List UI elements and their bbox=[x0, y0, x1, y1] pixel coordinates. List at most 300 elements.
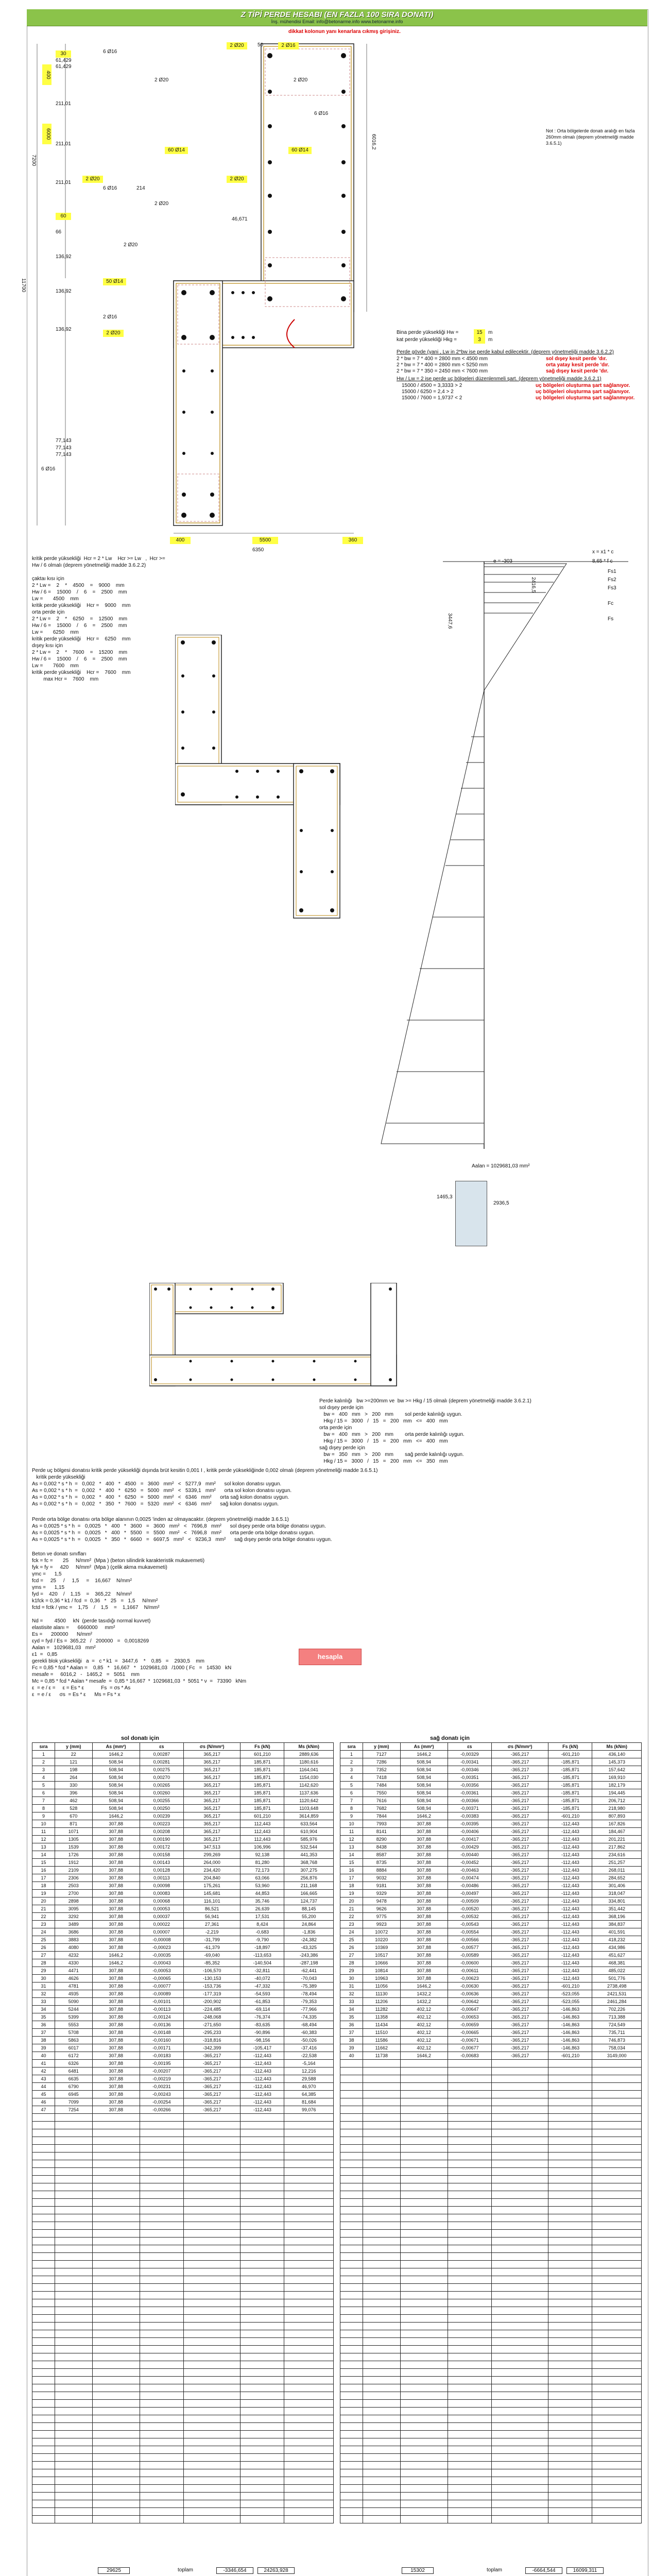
table-cell bbox=[340, 2129, 363, 2137]
table-cell bbox=[340, 2230, 363, 2238]
table-cell: -0,00008 bbox=[140, 1936, 183, 1944]
table-cell: 1164,041 bbox=[284, 1766, 334, 1774]
table-cell bbox=[448, 2392, 491, 2400]
table-cell: -0,00543 bbox=[448, 1921, 491, 1928]
table-row bbox=[32, 2129, 334, 2137]
table-cell bbox=[140, 2369, 183, 2377]
table-cell bbox=[400, 2423, 448, 2431]
table-row bbox=[340, 2153, 642, 2160]
table-cell bbox=[491, 2284, 548, 2292]
table-cell: 72,173 bbox=[240, 1867, 284, 1874]
table-cell bbox=[32, 2508, 55, 2516]
table-cell bbox=[448, 2199, 491, 2207]
table-right bbox=[340, 1742, 642, 2523]
table-cell: 724,549 bbox=[592, 2021, 642, 2029]
table-cell: -365,217 bbox=[183, 2052, 240, 2060]
table-cell bbox=[183, 2516, 240, 2523]
table-row bbox=[32, 2052, 334, 2060]
table-cell bbox=[32, 2415, 55, 2423]
table-cell bbox=[400, 2276, 448, 2284]
table-row bbox=[32, 1812, 334, 1820]
table-cell bbox=[491, 2067, 548, 2075]
table-cell: 3095 bbox=[55, 1905, 92, 1913]
table-cell bbox=[491, 2369, 548, 2377]
table-row bbox=[32, 2384, 334, 2392]
table-header-cell: Fs (kN) bbox=[240, 1743, 284, 1751]
table-cell: 3149,000 bbox=[592, 2052, 642, 2060]
table-cell: 11130 bbox=[363, 1990, 400, 1998]
table-cell: -0,00671 bbox=[448, 2037, 491, 2044]
table-cell bbox=[92, 2276, 140, 2284]
table-cell: -32,811 bbox=[240, 1967, 284, 1975]
table-cell: 307,88 bbox=[400, 1936, 448, 1944]
table-cell: 307,88 bbox=[92, 1998, 140, 2006]
table-cell bbox=[592, 2075, 642, 2083]
table-cell bbox=[140, 2500, 183, 2508]
table-cell bbox=[548, 2400, 592, 2408]
table-cell bbox=[55, 2323, 92, 2330]
table-cell: -112,443 bbox=[548, 1905, 592, 1913]
table-cell bbox=[183, 2245, 240, 2253]
table-cell bbox=[363, 2168, 400, 2176]
table-cell bbox=[55, 2160, 92, 2168]
table-cell: -523,055 bbox=[548, 1990, 592, 1998]
table-cell bbox=[448, 2222, 491, 2230]
table-cell: 9181 bbox=[363, 1882, 400, 1890]
table-cell: 11 bbox=[340, 1828, 363, 1836]
table-cell bbox=[548, 2083, 592, 2091]
table-cell: 124,737 bbox=[284, 1897, 334, 1905]
table-cell bbox=[363, 2500, 400, 2508]
table-cell bbox=[55, 2384, 92, 2392]
table-cell: -106,570 bbox=[183, 1967, 240, 1975]
table-row bbox=[32, 2400, 334, 2408]
hkg-unit: m bbox=[488, 337, 493, 343]
table-row bbox=[32, 2214, 334, 2222]
table-cell bbox=[284, 2183, 334, 2191]
table-row bbox=[340, 2114, 642, 2122]
table-header-cell: Ms (kNm) bbox=[592, 1743, 642, 1751]
table-cell bbox=[340, 2168, 363, 2176]
table-cell bbox=[140, 2199, 183, 2207]
table-cell bbox=[548, 2284, 592, 2292]
table-row bbox=[32, 1952, 334, 1959]
table-cell: 508,94 bbox=[400, 1805, 448, 1812]
table-cell bbox=[140, 2446, 183, 2454]
right-sum-fs: -6664,544 bbox=[525, 2567, 562, 2574]
table-cell: 307,88 bbox=[400, 1828, 448, 1836]
table-cell bbox=[92, 2500, 140, 2508]
table-cell bbox=[340, 2508, 363, 2516]
table-row bbox=[32, 1967, 334, 1975]
table-cell: 10666 bbox=[363, 1959, 400, 1967]
table-row bbox=[32, 1975, 334, 1982]
table-cell: 365,217 bbox=[183, 1836, 240, 1843]
table-cell bbox=[240, 2122, 284, 2129]
table-cell bbox=[140, 2408, 183, 2415]
table-cell: 485,022 bbox=[592, 1967, 642, 1975]
table-cell: -365,217 bbox=[491, 1998, 548, 2006]
plan-drawing-3 bbox=[149, 1283, 407, 1391]
table-cell bbox=[400, 2493, 448, 2500]
table-cell bbox=[183, 2400, 240, 2408]
hkg-input[interactable]: 3 bbox=[474, 336, 485, 344]
table-cell bbox=[92, 2122, 140, 2129]
table-cell bbox=[363, 2353, 400, 2361]
table-cell bbox=[240, 2114, 284, 2122]
dim-bottom: 360 bbox=[342, 537, 363, 544]
table-row bbox=[32, 1874, 334, 1882]
table-cell: -18,897 bbox=[240, 1944, 284, 1952]
table-cell bbox=[491, 2377, 548, 2384]
table-cell: -365,217 bbox=[183, 2098, 240, 2106]
table-cell: 234,616 bbox=[592, 1851, 642, 1859]
table-cell bbox=[548, 2153, 592, 2160]
calculate-button[interactable]: hesapla bbox=[299, 1649, 362, 1665]
table-cell bbox=[284, 2454, 334, 2462]
table-cell: 12,216 bbox=[284, 2067, 334, 2075]
table-cell: 185,871 bbox=[240, 1782, 284, 1789]
table-cell: 307,88 bbox=[400, 1874, 448, 1882]
table-cell bbox=[592, 2500, 642, 2508]
table-cell bbox=[340, 2408, 363, 2415]
table-cell: -112,443 bbox=[548, 1867, 592, 1874]
govde-note: uç bölgeleri oluşturma şart sağlanıyor. bbox=[536, 389, 630, 395]
table-cell bbox=[55, 2369, 92, 2377]
hw-input[interactable]: 15 bbox=[474, 329, 485, 336]
table-row bbox=[32, 2485, 334, 2493]
table-row bbox=[340, 1890, 642, 1897]
table-cell: 307,88 bbox=[400, 1820, 448, 1828]
table-cell bbox=[284, 2377, 334, 2384]
table-cell: 307,88 bbox=[92, 2037, 140, 2044]
table-cell: 307,88 bbox=[92, 1882, 140, 1890]
table-cell bbox=[448, 2315, 491, 2323]
table-cell bbox=[55, 2122, 92, 2129]
table-cell bbox=[363, 2454, 400, 2462]
table-cell bbox=[140, 2176, 183, 2183]
table-row bbox=[340, 1975, 642, 1982]
table-cell bbox=[448, 2330, 491, 2338]
table-cell: 22 bbox=[32, 1913, 55, 1921]
table-cell bbox=[400, 2191, 448, 2199]
table-cell: -112,443 bbox=[240, 2075, 284, 2083]
table-cell bbox=[340, 2454, 363, 2462]
table-cell bbox=[284, 2516, 334, 2523]
table-cell bbox=[92, 2508, 140, 2516]
table-row bbox=[32, 2307, 334, 2315]
table-row bbox=[340, 2477, 642, 2485]
table-cell: -50,026 bbox=[284, 2037, 334, 2044]
table-cell: 508,94 bbox=[92, 1797, 140, 1805]
table-cell: -0,00207 bbox=[140, 2067, 183, 2075]
table-cell bbox=[448, 2485, 491, 2493]
table-cell: 5244 bbox=[55, 2006, 92, 2013]
table-cell bbox=[183, 2315, 240, 2323]
table-row bbox=[32, 2075, 334, 2083]
table-cell: 6790 bbox=[55, 2083, 92, 2091]
table-row bbox=[32, 2199, 334, 2207]
table-row bbox=[32, 2029, 334, 2037]
table-cell: 601,210 bbox=[240, 1812, 284, 1820]
table-cell: -185,871 bbox=[548, 1797, 592, 1805]
table-cell bbox=[548, 2323, 592, 2330]
table-cell: -365,217 bbox=[491, 1843, 548, 1851]
table-cell bbox=[284, 2160, 334, 2168]
table-cell: -0,00486 bbox=[448, 1882, 491, 1890]
table-cell: 46 bbox=[32, 2098, 55, 2106]
elev-fs: Fs1 bbox=[608, 569, 616, 574]
table-cell: 9626 bbox=[363, 1905, 400, 1913]
table-left-caption: sol donatı için bbox=[121, 1735, 159, 1741]
table-cell bbox=[183, 2307, 240, 2315]
table-row bbox=[340, 1797, 642, 1805]
table-cell bbox=[284, 2493, 334, 2500]
table-cell: 116,101 bbox=[183, 1897, 240, 1905]
table-cell bbox=[284, 2153, 334, 2160]
table-cell: 7484 bbox=[363, 1782, 400, 1789]
table-cell bbox=[284, 2168, 334, 2176]
table-cell: 1120,642 bbox=[284, 1797, 334, 1805]
table-cell bbox=[400, 2292, 448, 2299]
table-cell: 307,275 bbox=[284, 1867, 334, 1874]
table-cell bbox=[140, 2508, 183, 2516]
table-cell: 0,00128 bbox=[140, 1867, 183, 1874]
table-cell: -60,383 bbox=[284, 2029, 334, 2037]
table-cell bbox=[400, 2516, 448, 2523]
table-cell: -248,068 bbox=[183, 2013, 240, 2021]
table-cell: 7099 bbox=[55, 2098, 92, 2106]
table-row bbox=[340, 2392, 642, 2400]
table-cell bbox=[400, 2122, 448, 2129]
table-cell: 1646,2 bbox=[400, 2052, 448, 2060]
table-cell bbox=[363, 2508, 400, 2516]
bar-label: 2 Ø16 bbox=[103, 314, 117, 320]
table-cell: 601,210 bbox=[240, 1751, 284, 1758]
table-row bbox=[32, 2114, 334, 2122]
table-cell bbox=[491, 2253, 548, 2261]
table-cell: 11 bbox=[32, 1828, 55, 1836]
table-cell bbox=[491, 2199, 548, 2207]
table-cell bbox=[592, 2284, 642, 2292]
table-row bbox=[340, 2268, 642, 2276]
table-cell bbox=[92, 2153, 140, 2160]
table-header-cell: εs bbox=[448, 1743, 491, 1751]
table-row bbox=[340, 2485, 642, 2493]
table-cell bbox=[592, 2106, 642, 2114]
table-cell: 4 bbox=[32, 1774, 55, 1782]
table-cell: 8735 bbox=[363, 1859, 400, 1867]
table-cell: 451,627 bbox=[592, 1952, 642, 1959]
table-row bbox=[32, 1758, 334, 1766]
table-cell: -200,902 bbox=[183, 1998, 240, 2006]
table-cell: 34 bbox=[32, 2006, 55, 2013]
table-cell: 307,88 bbox=[400, 1928, 448, 1936]
table-cell bbox=[183, 2261, 240, 2268]
table-row bbox=[340, 1874, 642, 1882]
table-cell bbox=[32, 2145, 55, 2153]
table-cell bbox=[92, 2114, 140, 2122]
table-row bbox=[32, 2299, 334, 2307]
govde-note: orta yatay kesit perde 'dır. bbox=[546, 362, 609, 368]
table-cell: 8290 bbox=[363, 1836, 400, 1843]
table-cell bbox=[92, 2462, 140, 2469]
table-cell bbox=[592, 2122, 642, 2129]
table-cell bbox=[183, 2485, 240, 2493]
table-cell: -0,00395 bbox=[448, 1820, 491, 1828]
dim-vertical: 400 bbox=[42, 64, 51, 85]
table-cell bbox=[491, 2469, 548, 2477]
table-cell: -90,896 bbox=[240, 2029, 284, 2037]
table-cell: -365,217 bbox=[491, 1789, 548, 1797]
table-cell bbox=[548, 2137, 592, 2145]
table-cell bbox=[240, 2500, 284, 2508]
table-cell bbox=[340, 2369, 363, 2377]
table-cell: -0,00195 bbox=[140, 2060, 183, 2067]
header-banner bbox=[27, 9, 647, 26]
table-cell bbox=[448, 2353, 491, 2361]
table-cell: 7254 bbox=[55, 2106, 92, 2114]
table-row bbox=[32, 2207, 334, 2214]
table-cell: 0,00053 bbox=[140, 1905, 183, 1913]
table-cell: 24 bbox=[340, 1928, 363, 1936]
table-cell bbox=[32, 2353, 55, 2361]
table-cell: -0,683 bbox=[240, 1928, 284, 1936]
table-cell bbox=[55, 2392, 92, 2400]
table-right-caption: sağ donatı için bbox=[430, 1735, 470, 1741]
table-cell bbox=[340, 2145, 363, 2153]
table-row bbox=[340, 2253, 642, 2261]
table-cell: 3 bbox=[32, 1766, 55, 1774]
table-cell: 307,88 bbox=[400, 1944, 448, 1952]
table-cell bbox=[183, 2361, 240, 2369]
table-cell bbox=[340, 2238, 363, 2245]
table-cell: 307,88 bbox=[92, 1982, 140, 1990]
table-cell: 10814 bbox=[363, 1967, 400, 1975]
table-cell: -0,00035 bbox=[140, 1952, 183, 1959]
table-row bbox=[340, 2245, 642, 2253]
table-cell: 8 bbox=[32, 1805, 55, 1812]
table-cell: 0,00265 bbox=[140, 1782, 183, 1789]
table-cell: -112,443 bbox=[548, 1890, 592, 1897]
table-row bbox=[32, 2369, 334, 2377]
table-cell bbox=[240, 2408, 284, 2415]
table-cell: 1432,2 bbox=[400, 1998, 448, 2006]
table-row bbox=[340, 2021, 642, 2029]
table-row bbox=[340, 2214, 642, 2222]
table-cell bbox=[183, 2508, 240, 2516]
page-subtitle: İnş. mühendisi Email: info@betonarme.info www.betonarme.info bbox=[271, 19, 403, 24]
table-cell: 99,076 bbox=[284, 2106, 334, 2114]
table-cell bbox=[55, 2207, 92, 2214]
table-cell: -98,156 bbox=[240, 2037, 284, 2044]
table-cell bbox=[92, 2261, 140, 2268]
table-cell: -365,217 bbox=[183, 2106, 240, 2114]
table-row bbox=[32, 1867, 334, 1874]
table-row bbox=[340, 1851, 642, 1859]
table-cell: -61,853 bbox=[240, 1998, 284, 2006]
table-cell bbox=[400, 2114, 448, 2122]
table-cell bbox=[400, 2199, 448, 2207]
table-cell bbox=[340, 2067, 363, 2075]
table-left bbox=[32, 1742, 334, 2523]
table-cell: 9923 bbox=[363, 1921, 400, 1928]
table-cell bbox=[448, 2438, 491, 2446]
table-row bbox=[340, 2145, 642, 2153]
table-cell bbox=[32, 2199, 55, 2207]
table-cell bbox=[448, 2168, 491, 2176]
table-row bbox=[340, 1928, 642, 1936]
table-cell bbox=[140, 2137, 183, 2145]
table-cell: 167,826 bbox=[592, 1820, 642, 1828]
table-cell: 5 bbox=[340, 1782, 363, 1789]
table-cell bbox=[491, 2431, 548, 2438]
table-cell bbox=[592, 2477, 642, 2485]
table-row bbox=[32, 1990, 334, 1998]
table-cell bbox=[240, 2245, 284, 2253]
table-cell bbox=[284, 2253, 334, 2261]
table-cell: 330 bbox=[55, 1782, 92, 1789]
table-cell: 0,00007 bbox=[140, 1928, 183, 1936]
table-cell: 2109 bbox=[55, 1867, 92, 1874]
table-cell bbox=[55, 2315, 92, 2323]
table-cell bbox=[592, 2214, 642, 2222]
table-cell: -112,443 bbox=[240, 2067, 284, 2075]
table-row bbox=[340, 2075, 642, 2083]
table-cell: -224,485 bbox=[183, 2006, 240, 2013]
table-cell bbox=[592, 2400, 642, 2408]
table-cell bbox=[400, 2129, 448, 2137]
table-cell bbox=[363, 2083, 400, 2091]
table-cell bbox=[491, 2353, 548, 2361]
table-cell bbox=[183, 2253, 240, 2261]
table-cell: 19 bbox=[32, 1890, 55, 1897]
dim-vertical: 6016,2 bbox=[371, 134, 376, 150]
table-cell bbox=[400, 2261, 448, 2268]
table-cell bbox=[400, 2438, 448, 2446]
table-row bbox=[32, 2222, 334, 2230]
table-row bbox=[340, 2098, 642, 2106]
table-cell: -31,799 bbox=[183, 1936, 240, 1944]
table-cell bbox=[340, 2377, 363, 2384]
table-cell: 185,871 bbox=[240, 1789, 284, 1797]
table-cell: 508,94 bbox=[92, 1766, 140, 1774]
table-row bbox=[32, 2160, 334, 2168]
table-cell bbox=[32, 2230, 55, 2238]
table-cell: 307,88 bbox=[400, 1913, 448, 1921]
table-cell: 365,217 bbox=[183, 1751, 240, 1758]
table-cell bbox=[592, 2261, 642, 2268]
table-cell: -0,00509 bbox=[448, 1897, 491, 1905]
table-cell bbox=[284, 2323, 334, 2330]
table-cell: 38 bbox=[32, 2037, 55, 2044]
table-cell: -0,00171 bbox=[140, 2044, 183, 2052]
table-cell bbox=[548, 2245, 592, 2253]
table-cell bbox=[592, 2315, 642, 2323]
table-cell: 268,011 bbox=[592, 1867, 642, 1874]
table-cell: 25 bbox=[340, 1936, 363, 1944]
table-cell bbox=[55, 2245, 92, 2253]
table-cell: -85,352 bbox=[183, 1959, 240, 1967]
table-row bbox=[32, 1913, 334, 1921]
table-cell bbox=[240, 2183, 284, 2191]
table-cell bbox=[140, 2415, 183, 2423]
table-cell bbox=[491, 2408, 548, 2415]
table-header-cell: y (mm) bbox=[55, 1743, 92, 1751]
table-cell: 0,00275 bbox=[140, 1766, 183, 1774]
table-cell bbox=[548, 2214, 592, 2222]
table-row bbox=[340, 2338, 642, 2346]
